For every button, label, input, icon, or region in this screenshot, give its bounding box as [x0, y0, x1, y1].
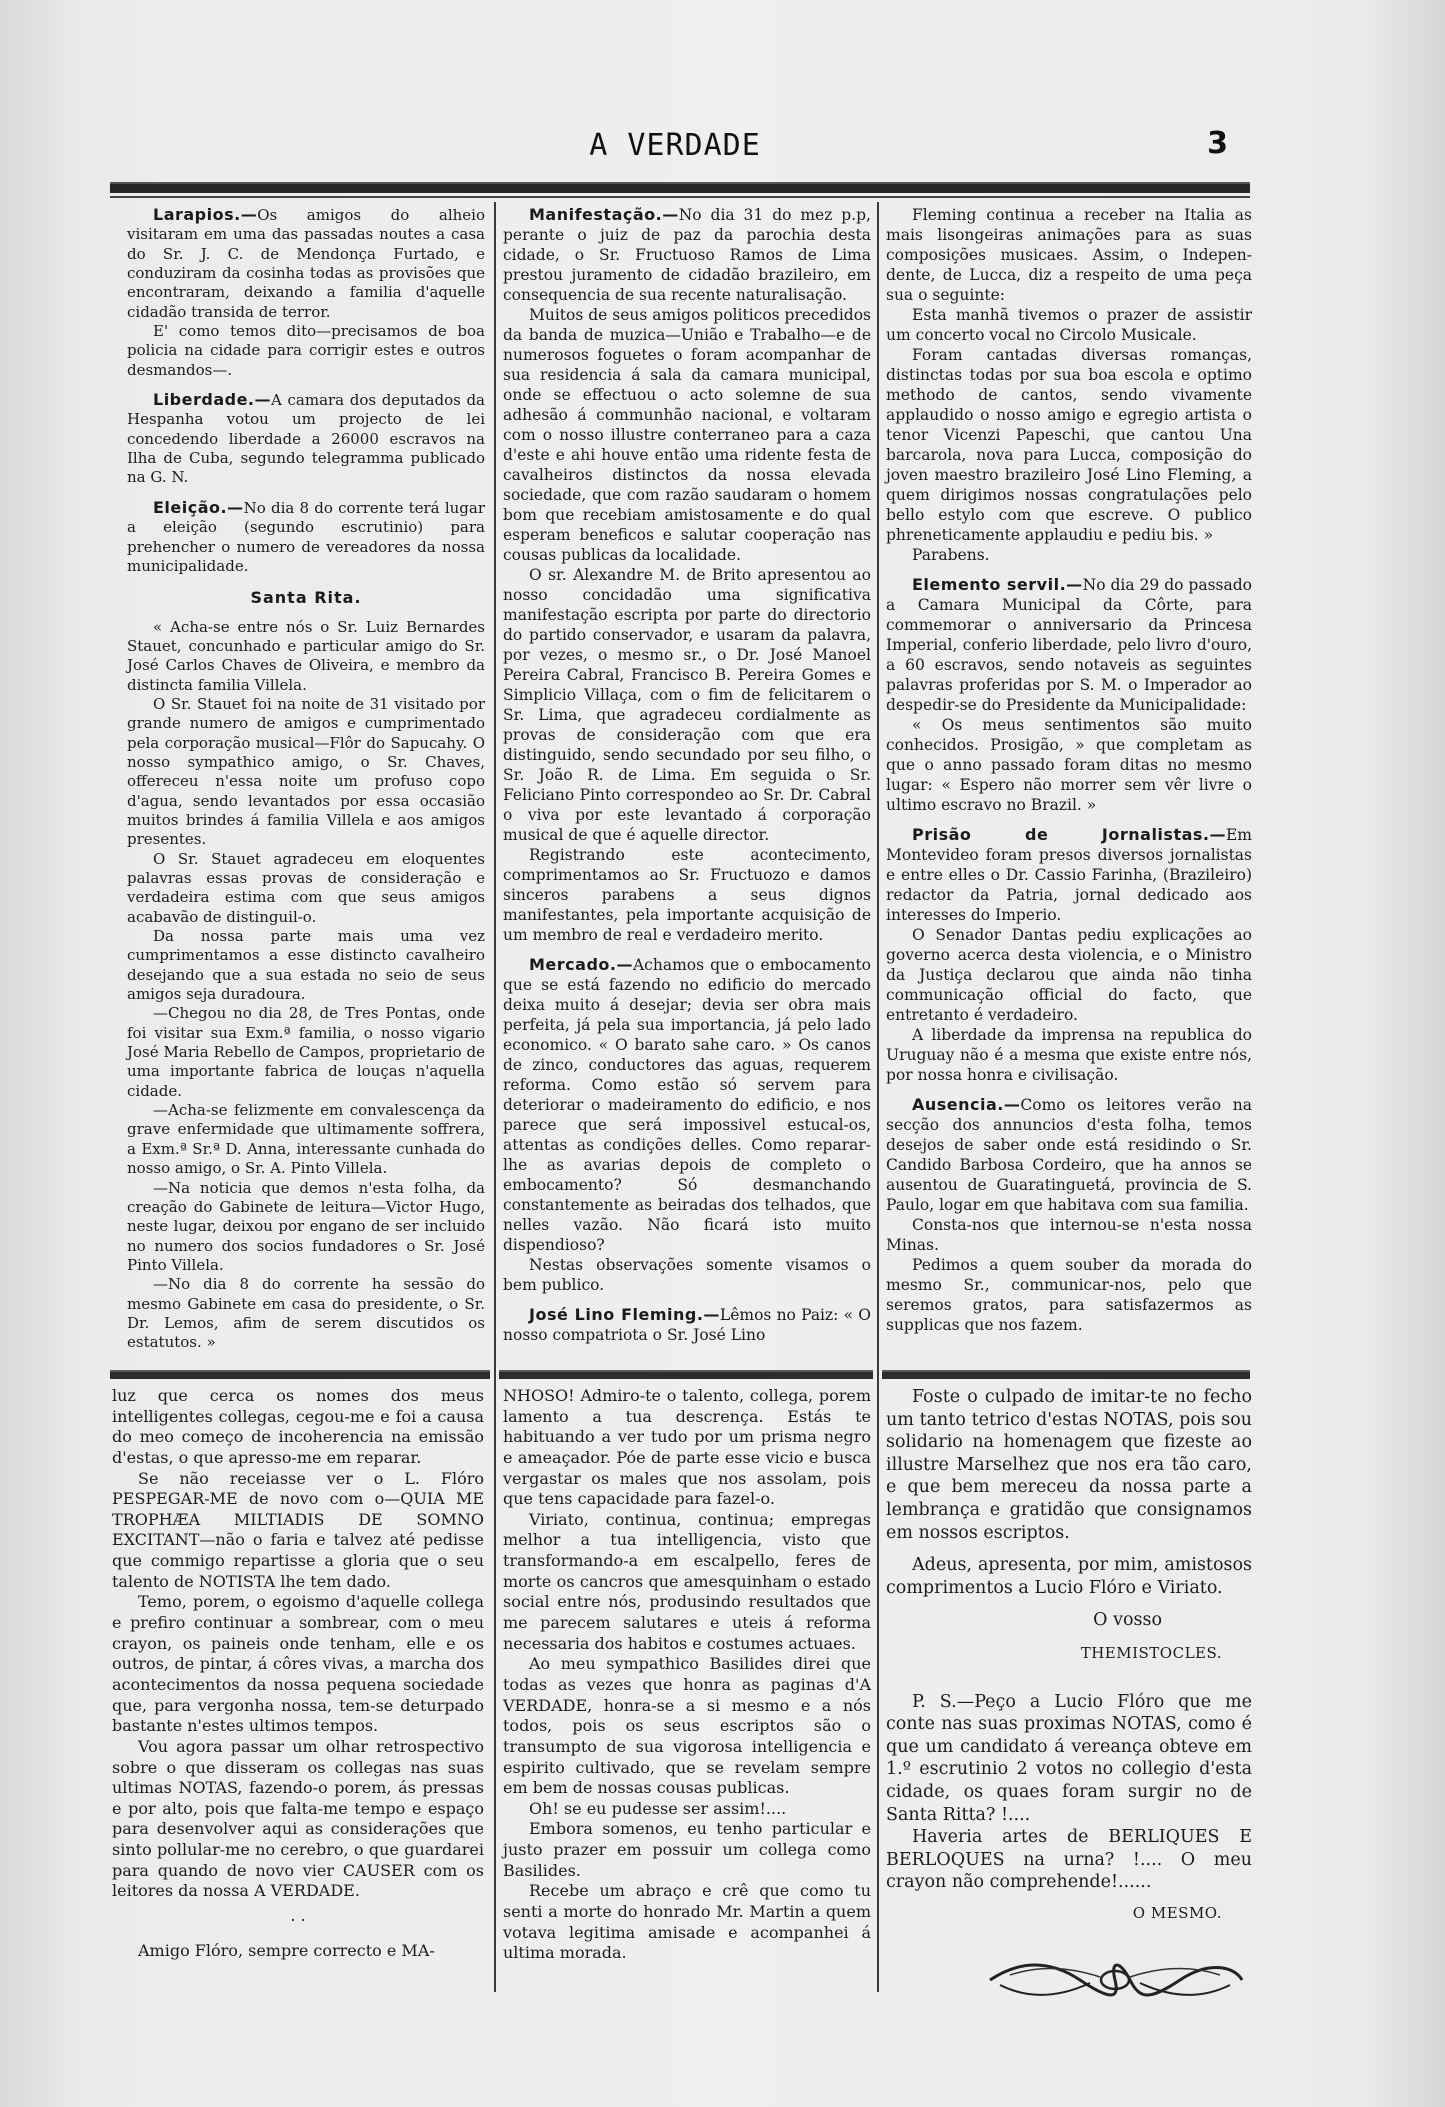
column-divider — [494, 202, 496, 1992]
article-text: Oh! se eu pudesse ser assim!.... — [529, 1798, 787, 1818]
article-text: Nestas observações somente visamos o bem publico. — [503, 1256, 871, 1294]
article-text: Pedimos a quem souber da morada do mesmo Sr., communicar-nos, pelo que seremos gratos, para satisfazermos as supplicas que nos fazem. — [886, 1256, 1252, 1334]
article-text: O Senador Dantas pediu explicações ao governo acerca desta violencia, e o Ministro da Justiça declarou que ainda não tinha communicação official do facto, que entretanto é verdadeiro. — [886, 926, 1252, 1024]
article-head: Elemento servil.— — [912, 575, 1083, 594]
article-text: Consta-nos que internou-se n'esta nossa Minas. — [886, 1216, 1252, 1254]
signature: O MESMO. — [1132, 1903, 1222, 1922]
article-head: Manifestação.— — [529, 205, 679, 224]
column-2-top — [503, 205, 871, 1345]
article-head: Larapios.— — [153, 205, 258, 224]
column-2-bottom — [503, 1386, 871, 1964]
article-text: Como os leitores verão na secção dos annuncios d'esta folha, temos desejos de saber onde está residindo o Sr. Candido Barbosa Cordeiro, que ha annos se ausentou de Guaratinguetá, provincia de S. Paulo, logar em que habitava com sua familia. — [886, 1096, 1252, 1214]
article-text: No dia 29 do passado a Camara Municipal da Côrte, para commemorar o anniversario da Princesa Imperial, conferio liberdade, pelo livro d'ouro, a 60 escravos, sendo notaveis as seguintes palavras proferidas por S. M. o Imperador ao despedir-se do Presidente da Municipalidade: — [886, 576, 1252, 714]
article-text: Ao meu sympathico Basilides direi que todas as vezes que honra as paginas d'A VERDADE, honra-se a si mesmo e a nós todos, pois os seus escriptos são o transumpto de sua vigorosa intelligencia e espirito cultivado, que se revelam sempre em bem de nossas cousas publicas. — [503, 1654, 871, 1798]
article-head: José Lino Fleming.— — [529, 1305, 720, 1324]
article-text: P. S.—Peço a Lucio Flóro que me conte nas suas proximas NOTAS, como é que um candidato á vereança obteve em 1.º escrutinio 2 votos no collegio d'esta cidade, os quaes foram surgir no de Santa Ritta? !.... — [886, 1691, 1252, 1825]
article-text: Achamos que o embocamento que se está fazendo no edificio do mercado deixa muito á desejar; devia ser obra mais perfeita, já pela sua importancia, já pelo lado economico. « O barato sahe caro. » Os canos de zinco, conductores das aguas, requerem reforma. Como estão só servem para deteriorar o madeiramento do edificio, e nos parece que será impossivel estucal-os, attentas as condições delles. Como reparar-lhe as avarias depois de completo o embocamento? Só desmanchando constantemente as beiradas dos telhados, que nelles vazão. Não ficará isto muito dispendioso? — [503, 956, 871, 1254]
column-3-top — [886, 205, 1252, 1335]
article-text: Esta manhã tivemos o prazer de assistir um concerto vocal no Circolo Musicale. — [886, 306, 1252, 344]
article-text: luz que cerca os nomes dos meus intelligentes collegas, cegou-me e foi a causa do meo começo de incoherencia na emissão d'estas, o que apresso-me em reparar. — [112, 1386, 484, 1467]
article-head: Mercado.— — [529, 955, 633, 974]
article-text: Embora somenos, eu tenho particular e justo prazer em possuir um collega como Basilides. — [503, 1819, 871, 1880]
header-rule — [110, 182, 1250, 193]
section-rule — [499, 1370, 873, 1379]
article-text: Registrando este acontecimento, comprimentamos ao Sr. Fructuozo e damos sinceros parabens a seus dignos manifestantes, pela importante acquisição de um membro de real e verdadeiro merito. — [503, 846, 871, 944]
article-text: « Acha-se entre nós o Sr. Luiz Bernardes Stauet, concunhado e particular amigo do Sr. José Carlos Chaves de Oliveira, e membro da distincta familia Villela. — [127, 617, 485, 694]
article-text: Da nossa parte mais uma vez cumprimentamos a esse distincto cavalheiro desejando que a sua estada no seio de seus amigos seja duradoura. — [127, 927, 485, 1004]
article-text: Parabens. — [912, 546, 990, 564]
article-text: O Sr. Stauet agradeceu em eloquentes palavras essas provas de consideração e verdadeira estima com que seus amigos acabavão de distinguil-o. — [127, 849, 485, 926]
article-text: Muitos de seus amigos politicos precedidos da banda de muzica—União e Trabalho—e de numerosos foguetes o foram acompanhar de sua residencia á sala da camara municipal, onde se effectuou o acto solemne de sua adhesão á communhão nacional, e voltaram com o nosso illustre conterraneo para a caza d'este e ahi houve então uma ridente festa de cavalheiros distinctos da nossa elevada sociedade, que com razão saudaram o homem bom que recebiam amistosamente e do qual esperam beneficos e salutar cooperação nas cousas publicas da localidade. — [503, 306, 871, 564]
column-3-bottom — [886, 1386, 1252, 1924]
article-text: —No dia 8 do corrente ha sessão do mesmo Gabinete em casa do presidente, o Sr. Dr. Lemos, afim de serem discutidos os estatutos. » — [127, 1275, 485, 1352]
section-heading: Santa Rita. — [250, 588, 362, 608]
article-text: NHOSO! Admiro-te o talento, collega, porem lamento a tua descrença. Estás te habituando a ver tudo por um prisma negro e ameaçador. Póe de parte esse vicio e busca vergastar os males que nos assolam, pois que tens capacidade para fazel-o. — [503, 1386, 871, 1509]
article-text: A liberdade da imprensa na republica do Uruguay não é a mesma que existe entre nós, por nossa honra e civilisação. — [886, 1026, 1252, 1084]
column-1-bottom — [112, 1386, 484, 1961]
article-text: No dia 31 do mez p.p, perante o juiz de paz da parochia desta cidade, o Sr. Fructuoso Ramos de Lima prestou juramento de cidadão brazileiro, em consequencia de sua recente naturalisação. — [503, 206, 871, 304]
article-text: Foram cantadas diversas romanças, distinctas todas por sua boa escola e optimo methodo de cantos, sendo vivamente applaudido o nosso amigo e egregio artista o tenor Vicenzi Papeschi, que cantou Una barcarola, nova para Lucca, composição do joven maestro brazileiro José Lino Fleming, a quem dirigimos nossas congratulações pelo bello estylo com que escreve. O publico phreneticamente applaudiu e pediu bis. » — [886, 346, 1252, 544]
article-text: Amigo Flóro, sempre correcto e MA- — [138, 1940, 435, 1960]
section-rule — [110, 1370, 490, 1379]
article-text: O sr. Alexandre M. de Brito apresentou ao nosso concidadão uma significativa manifestação escripta por parte do directorio do partido conservador, e usaram da palavra, por vezes, o mesmo sr., o Dr. José Manoel Pereira Cabral, Francisco B. Pereira Gomes e Simplicio Villaça, com o fim de felicitarem o Sr. Lima, que agradeceu cordialmente as provas de consideração com que era distinguido, sendo secundado por seu filho, o Sr. João R. de Lima. Em seguida o Sr. Feliciano Pinto correspondeo ao Sr. Dr. Cabral o viva por este levantado á corporação musical de que é aquelle director. — [503, 566, 871, 844]
article-head: Ausencia.— — [912, 1095, 1021, 1114]
article-text: O Sr. Stauet foi na noite de 31 visitado por grande numero de amigos e cumprimentado pela corporação musical—Flôr do Sapucahy. O nosso sympathico amigo, o Sr. Chaves, offereceu n'essa noite um profuso copo d'agua, sendo levantados por essa occasião muitos brindes á familia Villela e aos amigos presentes. — [127, 694, 485, 849]
article-head: Liberdade.— — [153, 390, 272, 410]
article-text: Se não receiasse ver o L. Flóro PESPEGAR-ME de novo com o—QUIA ME TROPHÆA MILTIADIS DE SOMNO EXCITANT—não o faria e talvez até pedisse que commigo repartisse a gloria que o seu talento de NOTISTA lhe tem dado. — [112, 1468, 484, 1591]
salutation: O vosso — [1093, 1610, 1162, 1631]
article-text: —Acha-se felizmente em convalescença da grave enfermidade que ultimamente soffrera, a Exm.ª Sr.ª D. Anna, interessante cunhada do nosso amigo, o Sr. A. Pinto Villela. — [127, 1101, 485, 1178]
article-text: « Os meus sentimentos são muito conhecidos. Prosigão, » que completam as que o anno passado foram ditas no mesmo lugar: « Espero não morrer sem vêr livre o ultimo escravo no Brazil. » — [886, 716, 1252, 814]
article-head: Eleição.— — [153, 497, 244, 517]
article-text: —Chegou no dia 28, de Tres Pontas, onde foi visitar sua Exm.ª familia, o nosso vigario José Maria Rebello de Campos, proprietario de uma importante fabrica de louças n'aquella cidade. — [127, 1004, 485, 1100]
article-text: Os amigos do alheio visitaram em uma das passadas noutes a casa do Sr. J. C. de Mendonça Furtado, e conduziram da cosinha todas as provisões que encontraram, deixando a familia d'aquelle cidadão transida de terror. — [127, 206, 485, 321]
article-text: Recebe um abraço e crê que como tu senti a morte do honrado Mr. Martin a quem votava legitima amisade e acompanhei á ultima morada. — [503, 1881, 871, 1963]
article-text: Temo, porem, o egoismo d'aquelle collega e prefiro continuar a sombrear, com o meu crayon, os paineis onde tenham, elle e os outros, de pintar, á côres vivas, a marcha dos acontecimentos da nossa pequena sociedade que, para vergonha nossa, tem-se deturpado bastante n'estes ultimos tempos. — [112, 1592, 484, 1736]
section-rule — [882, 1370, 1250, 1379]
column-1-top — [127, 205, 485, 1353]
page-header — [100, 128, 1250, 168]
article-text: Viriato, continua, continua; empregas melhor a tua intelligencia, visto que transformando-a em escalpello, feres de morte os cancros que amesquinham o estado social entre nós, produsindo resultados que me parecem salutares e uteis á reforma necessaria dos habitos e costumes actuaes. — [503, 1509, 871, 1653]
article-text: Foste o culpado de imitar-te no fecho um tanto tetrico d'estas NOTAS, pois sou solidario na homenagem que fizeste ao illustre Marselhez que nos era tão caro, e que bem mereceu da nossa parte a lembrança e gratidão que consignamos em nossos escriptos. — [886, 1387, 1252, 1543]
page-number: 3 — [1207, 126, 1228, 161]
article-text: Em Montevideo foram presos diversos jornalistas e entre elles o Dr. Cassio Farinha, (Brazileiro) redactor da Patria, jornal dedicado aos interesses do Imperio. — [886, 826, 1252, 924]
article-text: Haveria artes de BERLIQUES E BERLOQUES na urna? !.... O meu crayon não comprehende!...... — [886, 1827, 1252, 1893]
article-text: —Na noticia que demos n'esta folha, da creação do Gabinete de leitura—Victor Hugo, neste lugar, deixou por engano de ser incluido no numero dos socios fundadores o Sr. José Pinto Villela. — [127, 1178, 485, 1274]
article-text: Vou agora passar um olhar retrospectivo sobre o que disseram os collegas nas suas ultimas NOTAS, fazendo-o porem, ás pressas e por alto, pois que falta-me tempo e espaço para desenvolver aqui as considerações que sinto pollular-me no cerebro, o que guardarei para quando de novo vier CAUSER com os leitores da nossa A VERDADE. — [112, 1736, 484, 1901]
signature: THEMISTOCLES. — [1080, 1643, 1222, 1662]
article-text: Lêmos no Paiz: « O nosso compatriota o Sr. José Lino — [503, 1306, 871, 1344]
ornament-flourish — [980, 1955, 1250, 2005]
article-text: No dia 8 do corrente terá lugar a eleição (segundo escrutinio) para prehencher o numero de vereadores da nossa municipalidade. — [127, 498, 485, 575]
article-text: A camara dos deputados da Hespanha votou um projecto de lei concedendo liberdade a 26000 escravos na Ilha de Cuba, segundo telegramma publicado na G. N. — [127, 391, 485, 487]
article-head: Prisão de Jornalistas.— — [912, 825, 1226, 844]
header-rule-thin — [110, 196, 1250, 198]
column-divider — [877, 202, 879, 1992]
dots: . . — [290, 1906, 306, 1926]
article-text: E' como temos dito—precisamos de boa policia na cidade para corrigir estes e outros desmandos—. — [127, 322, 485, 379]
article-text: Fleming continua a receber na Italia as mais lisongeiras animações para as suas composições musicaes. Assim, o Indepen-dente, de Lucca, diz a respeito de uma peça sua o seguinte: — [886, 206, 1252, 304]
article-text: Adeus, apresenta, por mim, amistosos comprimentos a Lucio Flóro e Viriato. — [886, 1555, 1252, 1598]
newspaper-title: A VERDADE — [589, 128, 761, 163]
